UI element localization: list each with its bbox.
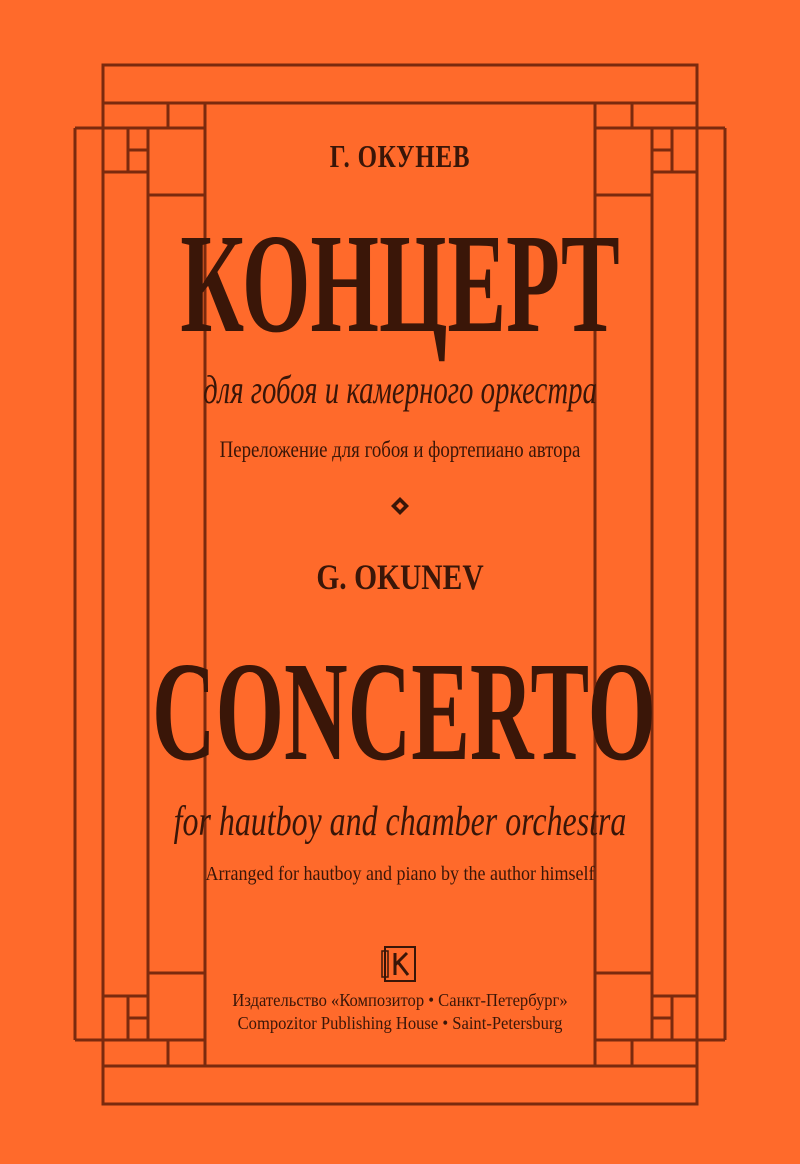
author-name-en: G. OKUNEV <box>316 557 484 597</box>
subtitle-ru: для гобоя и камерного оркестра <box>203 367 597 412</box>
title-en: CONCERTO <box>152 632 657 790</box>
arrangement-note-en: Arranged for hautboy and piano by the author himself <box>205 863 595 885</box>
diamond-icon <box>390 496 410 516</box>
arrangement-note-ru: Переложение для гобоя и фортепиано автора <box>219 437 581 462</box>
title-ru: КОНЦЕРТ <box>180 204 620 362</box>
publisher-name-en: Compozitor Publishing House • Saint-Petersburg <box>237 1013 563 1033</box>
author-name-ru: Г. ОКУНЕВ <box>329 138 471 174</box>
publisher-logo-icon <box>381 943 419 985</box>
subtitle-en: for hautboy and chamber orchestra <box>173 799 627 845</box>
publisher-name-ru: Издательство «Композитор • Санкт-Петербург» <box>232 990 568 1010</box>
